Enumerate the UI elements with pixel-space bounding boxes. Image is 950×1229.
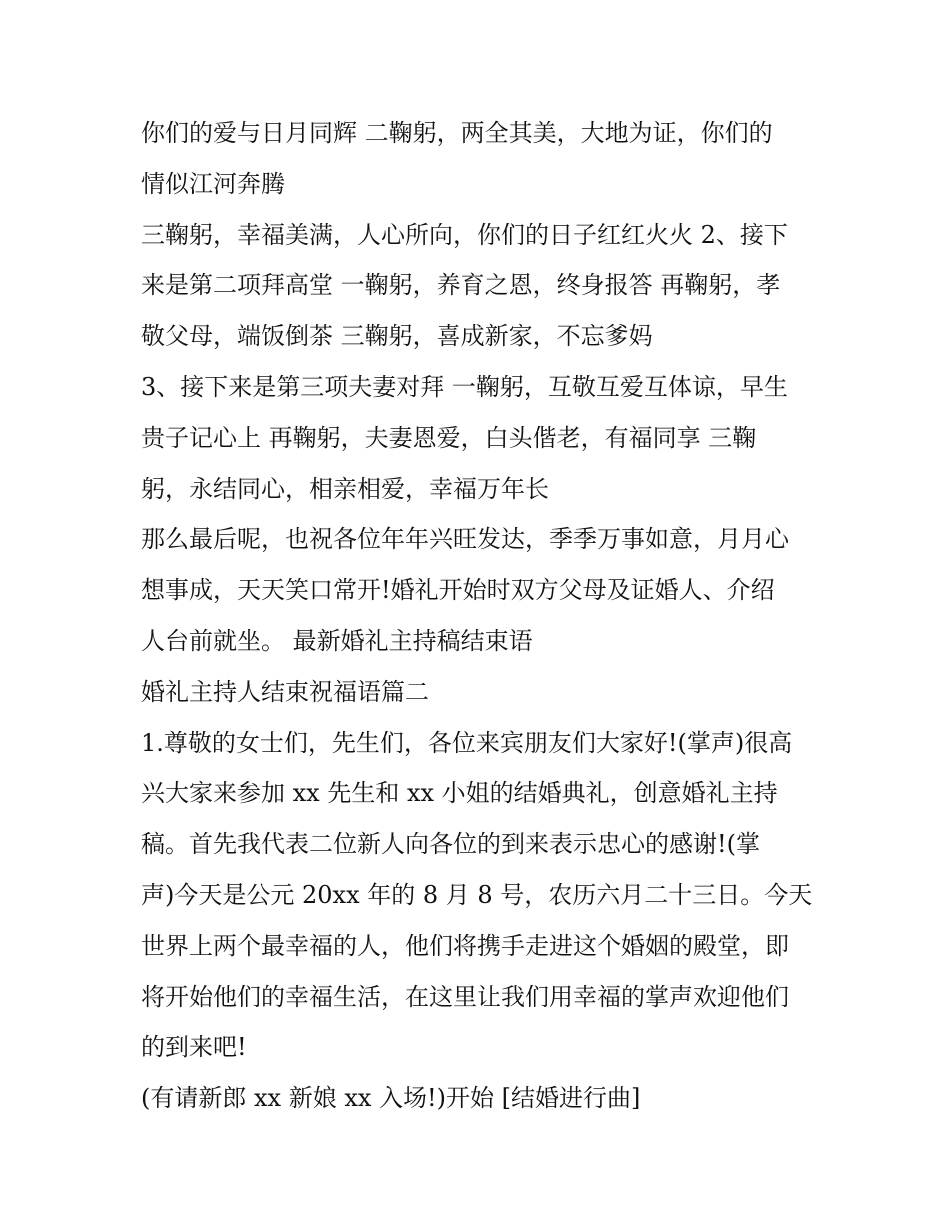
text-line: 敬父母，端饭倒茶 三鞠躬，喜成新家，不忘爹妈 [141, 322, 653, 351]
text-line: 稿。首先我代表二位新人向各位的到来表示忠心的感谢!(掌 [141, 830, 761, 859]
text-line: 想事成，天天笑口常开!婚礼开始时双方父母及证婚人、介绍 [141, 576, 775, 605]
text-line: 兴大家来参加 xx 先生和 xx 小姐的结婚典礼，创意婚礼主持 [141, 779, 778, 808]
text-line: 的到来吧! [141, 1033, 247, 1062]
text-line: 情似江河奔腾 [141, 169, 285, 198]
text-line: 来是第二项拜高堂 一鞠躬，养育之恩，终身报答 再鞠躬，孝 [141, 271, 781, 300]
text-line: 1.尊敬的女士们，先生们，各位来宾朋友们大家好!(掌声)很高 [141, 728, 793, 757]
text-line: 那么最后呢，也祝各位年年兴旺发达，季季万事如意，月月心 [141, 525, 789, 554]
text-line: 三鞠躬，幸福美满，人心所向，你们的日子红红火火 2、接下 [141, 220, 788, 249]
body-text [141, 108, 821, 1124]
section-heading: 婚礼主持人结束祝福语篇二 [141, 677, 429, 706]
text-line: (有请新郎 xx 新娘 xx 入场!)开始 [结婚进行曲] [141, 1084, 641, 1113]
text-line: 贵子记心上 再鞠躬，夫妻恩爱，白头偕老，有福同享 三鞠 [141, 423, 757, 452]
text-line: 世界上两个最幸福的人，他们将携手走进这个婚姻的殿堂，即 [141, 931, 789, 960]
text-line: 3、接下来是第三项夫妻对拜 一鞠躬，互敬互爱互体谅，早生 [141, 372, 788, 401]
text-line: 躬，永结同心，相亲相爱，幸福万年长 [141, 474, 549, 503]
text-line: 你们的爱与日月同辉 二鞠躬，两全其美，大地为证，你们的 [141, 119, 773, 147]
text-line: 声)今天是公元 20xx 年的 8 月 8 号，农历六月二十三日。今天 [141, 880, 813, 909]
text-line: 人台前就坐。 最新婚礼主持稿结束语 [141, 626, 533, 655]
text-line: 将开始他们的幸福生活，在这里让我们用幸福的掌声欢迎他们 [141, 982, 789, 1011]
